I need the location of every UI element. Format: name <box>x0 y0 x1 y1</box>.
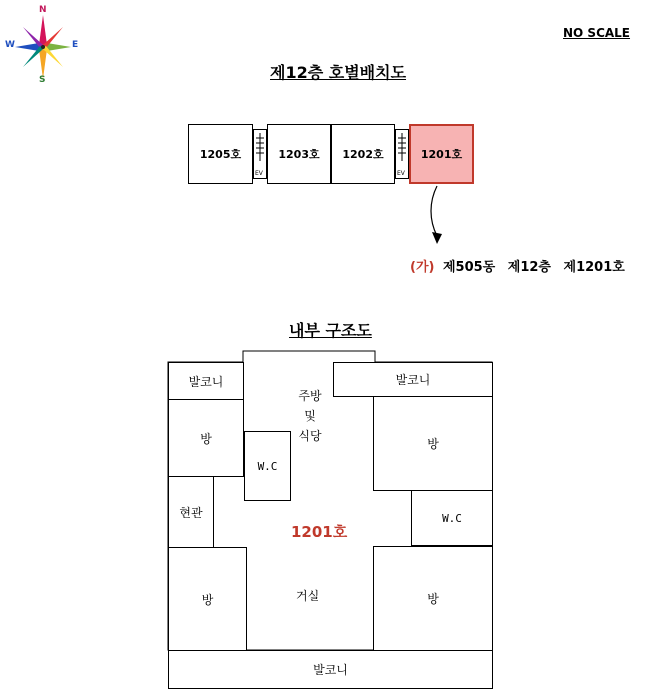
designation-unit: 제1201호 <box>563 260 625 275</box>
room-left-top: 방 <box>168 399 244 477</box>
ev-label: EV <box>255 170 263 177</box>
designation-marker: (가) <box>410 260 435 275</box>
room-left-bottom: 방 <box>168 547 247 651</box>
designation-building: 제505동 <box>442 260 496 275</box>
living-room-label: 거실 <box>296 589 320 603</box>
compass-west: W <box>5 40 15 50</box>
wc-right: W.C <box>411 490 493 546</box>
compass-south: S <box>39 75 46 85</box>
compass-north: N <box>39 5 47 15</box>
interior-title: 내부 구조도 <box>289 321 372 340</box>
ev-label: EV <box>397 170 405 177</box>
wc-left: W.C <box>244 431 291 501</box>
floor-plan-title: 제12층 호별배치도 <box>270 63 407 82</box>
balcony-top-right: 발코니 <box>333 362 493 397</box>
entrance: 현관 <box>168 476 214 548</box>
balcony-bottom: 발코니 <box>168 650 493 689</box>
kitchen-label: 주방 및 식당 <box>298 389 322 443</box>
unit-number-label: 1201호 <box>291 523 348 541</box>
unit-label: 1202호 <box>342 148 384 161</box>
unit-label: 1203호 <box>278 148 320 161</box>
designation-floor: 제12층 <box>507 260 551 275</box>
scale-note: NO SCALE <box>563 26 631 40</box>
unit-label: 1205호 <box>199 148 242 161</box>
balcony-top-left: 발코니 <box>168 362 244 400</box>
room-right-top: 방 <box>373 396 493 491</box>
unit-label: 1201호 <box>420 148 463 161</box>
compass-east: E <box>72 40 79 50</box>
room-right-bottom: 방 <box>373 546 493 651</box>
